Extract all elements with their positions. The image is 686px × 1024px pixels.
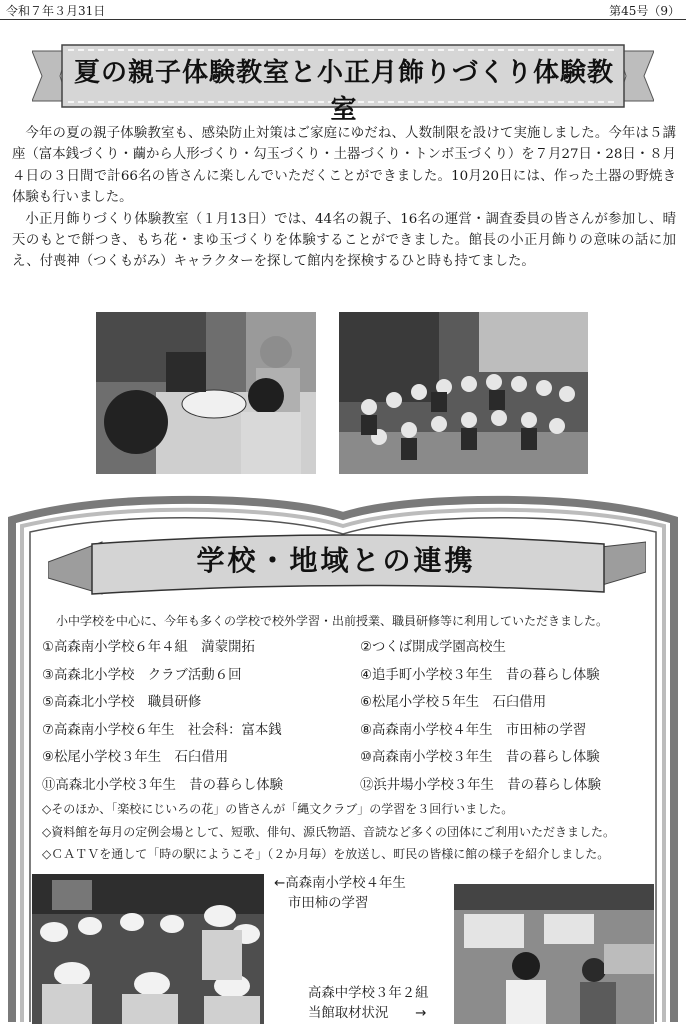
header-rule: [0, 19, 686, 20]
list-item: ①高森南小学校６年４組 満蒙開拓: [42, 640, 255, 655]
collab-intro: 小中学校を中心に、今年も多くの学校で校外学習・出前授業、職員研修等に利用していただきました。: [56, 614, 609, 628]
list-item: ②つくば開成学園高校生: [360, 640, 506, 655]
note-item: ◇資料館を毎月の定例会場として、短歌、俳句、源氏物語、音読など多くの団体にご利用いただきました。: [42, 824, 615, 839]
list-item: ⑫浜井場小学校３年生 昔の暮らし体験: [360, 777, 602, 793]
photo-ichidagaki-lesson: [32, 874, 264, 1024]
paragraph-koshogatsu: 小正月飾りづくり体験教室（１月13日）では、44名の親子、16名の運営・調査委員の皆さんが参加し、晴天のもとで餅つき、もち花・まゆ玉づくりを体験することができました。館長の小正月飾りの意味の話に加え、付喪神（つくもがみ）キャラクターを探して館内を探検するひと時も持てました。: [12, 211, 676, 270]
collab-title: 学校・地域との連携: [196, 544, 476, 577]
school-list-right: [360, 634, 601, 799]
list-item: ③高森北小学校 クラブ活動６回: [42, 667, 242, 683]
list-item: ⑩高森南小学校３年生 昔の暮らし体験: [360, 750, 600, 765]
note-item: ◇ＣＡＴＶを通して「時の駅にようこそ」（２か月毎）を放送し、町民の皆様に館の様子を紹介しました。: [42, 847, 610, 861]
photo-summer-class: [96, 312, 316, 474]
photo-group-koshogatsu: [339, 312, 588, 474]
photo-interview: [454, 884, 654, 1024]
caption-interview: 高森中学校３年２組 当館取材状況 →: [308, 984, 429, 1024]
list-item: ⑤高森北小学校 職員研修: [42, 695, 202, 710]
list-item: ⑪高森北小学校３年生 昔の暮らし体験: [42, 777, 284, 793]
list-item: ⑨松尾小学校３年生 石臼借用: [42, 750, 229, 765]
article-body: [12, 123, 676, 273]
collab-notes: [42, 798, 615, 866]
list-item: ⑥松尾小学校５年生 石臼借用: [360, 695, 547, 710]
issue-date: 令和７年３月31日: [6, 4, 106, 18]
issue-number: 第45号（9）: [609, 4, 680, 18]
note-item: ◇そのほか、「楽校にじいろの花」の皆さんが「縄文クラブ」の学習を３回行いました。: [42, 802, 514, 816]
list-item: ⑧高森南小学校４年生 市田柿の学習: [360, 722, 587, 738]
list-item: ④追手町小学校３年生 昔の暮らし体験: [360, 667, 600, 683]
paragraph-summer: 今年の夏の親子体験教室も、感染防止対策はご家庭にゆだね、人数制限を設けて実施しました。今年は５講座（富本銭づくり・繭から人形づくり・勾玉づくり・土器づくり・トンボ玉づくり）を７月27日・28日・８月４日の３日間で計66名の皆さんに楽しんでいただくことができました。10月20日には、作った土器の野焼き体験も行いました。: [12, 126, 676, 206]
school-list-left: [42, 634, 283, 799]
list-item: ⑦高森南小学校６年生 社会科：富本銭: [42, 722, 282, 738]
article-title: 夏の親子体験教室と小正月飾りづくり体験教室: [73, 58, 614, 125]
caption-ichidagaki: ←高森南小学校４年生 市田柿の学習: [274, 874, 406, 914]
